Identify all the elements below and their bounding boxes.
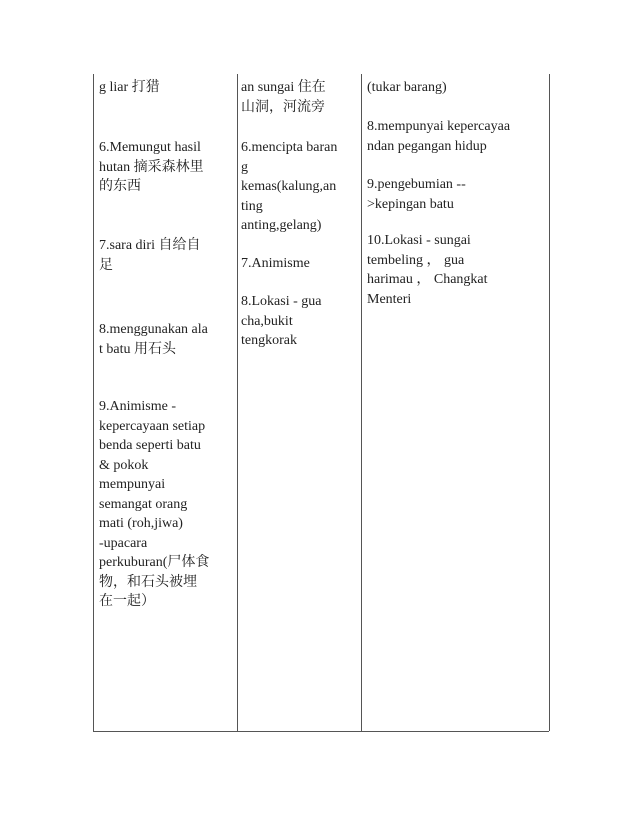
cell-text: 7.Animisme [241, 256, 310, 271]
cell-text: 8.mempunyai kepercayaa ndan pegangan hidup [367, 119, 511, 154]
notes-table [93, 74, 549, 732]
cell-text: 8.menggunakan ala t batu 用石头 [99, 322, 208, 357]
cell-text: 9.Animisme - kepercayaan setiap benda seperti batu & pokok mempunyai semangat orang mati (roh,jiwa) -upacara perkuburan(尸体食 物，和石头被埋 在一起） [99, 399, 210, 609]
cell-text: 7.sara diri 自给自 足 [99, 238, 201, 273]
cell-text: g liar 打猎 [99, 80, 160, 95]
table-column-3 [361, 74, 550, 731]
table-column-1 [93, 74, 238, 731]
cell-text: 9.pengebumian -- >kepingan batu [367, 177, 466, 212]
table-column-2 [236, 74, 362, 731]
cell-text: (tukar barang) [367, 80, 447, 95]
cell-text: 6.mencipta baran g kemas(kalung,an ting anting,gelang) [241, 140, 338, 233]
cell-text: an sungai 住在 山洞，河流旁 [241, 80, 326, 115]
cell-text: 6.Memungut hasil hutan 摘采森林里 的东西 [99, 140, 204, 194]
cell-text: 8.Lokasi - gua cha,bukit tengkorak [241, 294, 322, 348]
cell-text: 10.Lokasi - sungai tembeling ， gua harimau ， Changkat Menteri [367, 233, 488, 307]
